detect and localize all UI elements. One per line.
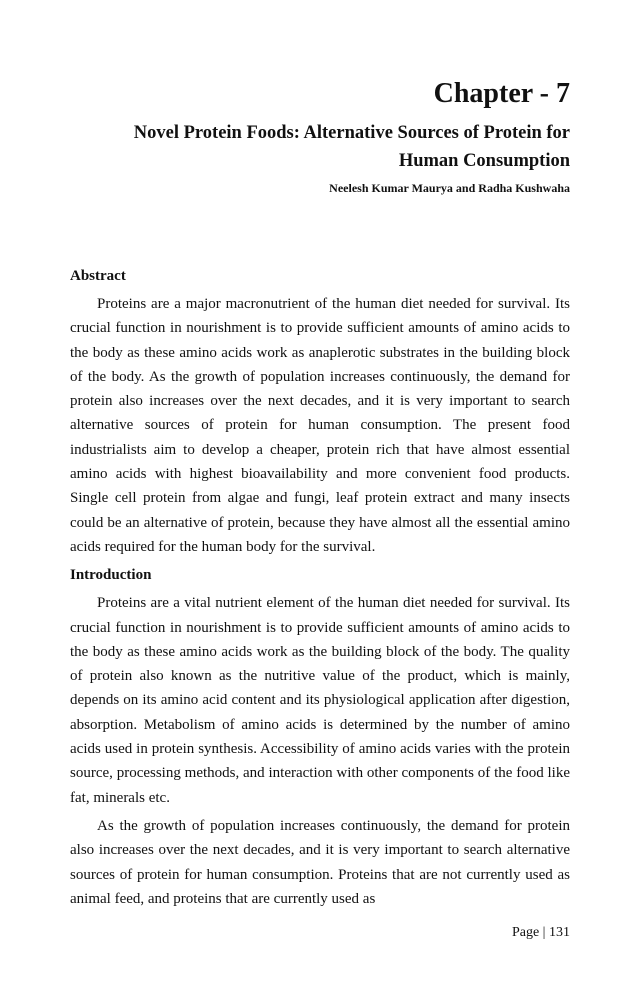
chapter-number: Chapter - 7 [433, 78, 570, 109]
abstract-heading: Abstract [70, 268, 126, 284]
intro-paragraph-2: As the growth of population increases continuously, the demand for protein also increases over the next decades, and it is very important to search alternative sources of protein for human consumption. Proteins that are not currently used as animal feed, and proteins that are currently used as [70, 817, 570, 907]
introduction-heading: Introduction [70, 567, 152, 584]
page-number: Page | 131 [511, 925, 570, 940]
chapter-title: Novel Protein Foods: Alternative Sources of Protein for Human Consumption [133, 123, 570, 171]
body-content [70, 264, 570, 911]
abstract-paragraph: Proteins are a major macronutrient of the human diet needed for survival. Its crucial function in nourishment is to provide sufficient amounts of amino acids to the body as these amino acids work as anaplerotic substrates in the building block of the body. As the growth of population increases continuously, the demand for protein also increases over the next decades, and it is very important to search alternative sources of protein for human consumption. The present food industrialists aim to develop a cheaper, protein rich that have almost essential amino acids with highest bioavailability and more convenient food products. Single cell protein from algae and fungi, leaf protein extract and many insects could be an alternative of protein, because they have almost all the essential amino acids required for the human body for the survival. [70, 296, 570, 555]
intro-paragraph-1: Proteins are a vital nutrient element of the human diet needed for survival. Its crucial function in nourishment is to provide sufficient amounts of amino acids to the body as these amino acids work as the building block of the body. The quality of protein also known as the nutritive value of the product, which is mainly, depends on its amino acid content and its physiological application after digestion, absorption. Metabolism of amino acids is determined by the number of amino acids used in protein synthesis. Accessibility of amino acids varies with the protein source, processing methods, and interaction with other components of the food like fat, minerals etc. [70, 595, 570, 806]
author-line: Neelesh Kumar Maurya and Radha Kushwaha [329, 181, 570, 195]
